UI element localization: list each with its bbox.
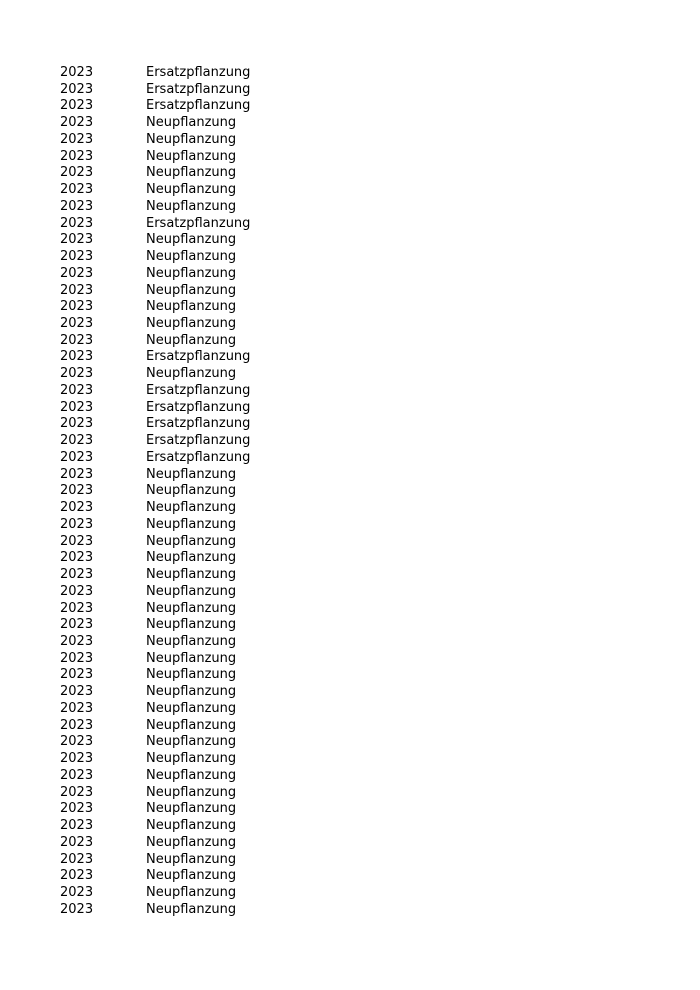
planting-type-cell: Ersatzpflanzung: [146, 449, 251, 465]
year-cell: 2023: [60, 633, 94, 649]
table-row: [60, 902, 660, 919]
year-cell: 2023: [60, 650, 94, 666]
planting-type-cell: Neupflanzung: [146, 249, 237, 265]
planting-type-cell: Ersatzpflanzung: [146, 399, 251, 415]
planting-type-cell: Neupflanzung: [146, 483, 237, 499]
planting-type-cell: Neupflanzung: [146, 567, 237, 583]
year-cell: 2023: [60, 834, 94, 850]
planting-type-cell: Ersatzpflanzung: [146, 349, 251, 365]
planting-type-cell: Neupflanzung: [146, 751, 237, 767]
planting-type-cell: Neupflanzung: [146, 868, 237, 884]
planting-table: [60, 65, 660, 918]
year-cell: 2023: [60, 567, 94, 583]
table-row: [60, 232, 660, 249]
year-cell: 2023: [60, 299, 94, 315]
table-row: [60, 801, 660, 818]
year-cell: 2023: [60, 449, 94, 465]
table-row: [60, 617, 660, 634]
year-cell: 2023: [60, 332, 94, 348]
planting-type-cell: Neupflanzung: [146, 466, 237, 482]
planting-type-cell: Neupflanzung: [146, 265, 237, 281]
year-cell: 2023: [60, 868, 94, 884]
table-row: [60, 182, 660, 199]
year-cell: 2023: [60, 282, 94, 298]
year-cell: 2023: [60, 366, 94, 382]
planting-type-cell: Neupflanzung: [146, 131, 237, 147]
year-cell: 2023: [60, 165, 94, 181]
year-cell: 2023: [60, 316, 94, 332]
planting-type-cell: Neupflanzung: [146, 801, 237, 817]
planting-type-cell: Neupflanzung: [146, 767, 237, 783]
year-cell: 2023: [60, 751, 94, 767]
planting-type-cell: Neupflanzung: [146, 115, 237, 131]
table-row: [60, 366, 660, 383]
table-row: [60, 98, 660, 115]
planting-type-cell: Neupflanzung: [146, 282, 237, 298]
table-row: [60, 132, 660, 149]
year-cell: 2023: [60, 500, 94, 516]
year-cell: 2023: [60, 81, 94, 97]
planting-type-cell: Neupflanzung: [146, 500, 237, 516]
year-cell: 2023: [60, 483, 94, 499]
year-cell: 2023: [60, 215, 94, 231]
table-row: [60, 216, 660, 233]
planting-type-cell: Neupflanzung: [146, 633, 237, 649]
table-row: [60, 283, 660, 300]
table-row: [60, 450, 660, 467]
planting-type-cell: Neupflanzung: [146, 165, 237, 181]
table-row: [60, 349, 660, 366]
planting-type-cell: Ersatzpflanzung: [146, 433, 251, 449]
year-cell: 2023: [60, 801, 94, 817]
planting-type-cell: Neupflanzung: [146, 901, 237, 917]
table-row: [60, 818, 660, 835]
year-cell: 2023: [60, 617, 94, 633]
table-row: [60, 65, 660, 82]
planting-type-cell: Neupflanzung: [146, 299, 237, 315]
table-row: [60, 868, 660, 885]
table-row: [60, 383, 660, 400]
table-row: [60, 534, 660, 551]
planting-type-cell: Neupflanzung: [146, 332, 237, 348]
planting-type-cell: Neupflanzung: [146, 784, 237, 800]
table-row: [60, 550, 660, 567]
year-cell: 2023: [60, 734, 94, 750]
planting-type-cell: Neupflanzung: [146, 600, 237, 616]
planting-type-cell: Neupflanzung: [146, 834, 237, 850]
year-cell: 2023: [60, 717, 94, 733]
year-cell: 2023: [60, 115, 94, 131]
year-cell: 2023: [60, 265, 94, 281]
planting-type-cell: Neupflanzung: [146, 232, 237, 248]
year-cell: 2023: [60, 550, 94, 566]
planting-type-cell: Neupflanzung: [146, 617, 237, 633]
table-row: [60, 684, 660, 701]
year-cell: 2023: [60, 533, 94, 549]
planting-type-cell: Neupflanzung: [146, 148, 237, 164]
planting-type-cell: Neupflanzung: [146, 734, 237, 750]
table-row: [60, 567, 660, 584]
table-row: [60, 316, 660, 333]
year-cell: 2023: [60, 516, 94, 532]
year-cell: 2023: [60, 416, 94, 432]
table-row: [60, 885, 660, 902]
year-cell: 2023: [60, 767, 94, 783]
table-row: [60, 634, 660, 651]
planting-type-cell: Neupflanzung: [146, 533, 237, 549]
table-row: [60, 852, 660, 869]
year-cell: 2023: [60, 901, 94, 917]
table-row: [60, 500, 660, 517]
year-cell: 2023: [60, 851, 94, 867]
table-row: [60, 333, 660, 350]
planting-type-cell: Neupflanzung: [146, 366, 237, 382]
year-cell: 2023: [60, 684, 94, 700]
table-row: [60, 115, 660, 132]
year-cell: 2023: [60, 700, 94, 716]
table-row: [60, 483, 660, 500]
table-row: [60, 82, 660, 99]
table-row: [60, 768, 660, 785]
table-row: [60, 701, 660, 718]
year-cell: 2023: [60, 818, 94, 834]
table-row: [60, 299, 660, 316]
year-cell: 2023: [60, 98, 94, 114]
planting-type-cell: Neupflanzung: [146, 516, 237, 532]
year-cell: 2023: [60, 583, 94, 599]
year-cell: 2023: [60, 399, 94, 415]
year-cell: 2023: [60, 433, 94, 449]
planting-type-cell: Neupflanzung: [146, 700, 237, 716]
planting-type-cell: Neupflanzung: [146, 851, 237, 867]
year-cell: 2023: [60, 249, 94, 265]
year-cell: 2023: [60, 65, 94, 80]
planting-type-cell: Neupflanzung: [146, 650, 237, 666]
table-row: [60, 199, 660, 216]
year-cell: 2023: [60, 466, 94, 482]
planting-type-cell: Neupflanzung: [146, 316, 237, 332]
planting-type-cell: Neupflanzung: [146, 583, 237, 599]
year-cell: 2023: [60, 600, 94, 616]
planting-type-cell: Neupflanzung: [146, 818, 237, 834]
planting-type-cell: Neupflanzung: [146, 182, 237, 198]
year-cell: 2023: [60, 148, 94, 164]
table-row: [60, 249, 660, 266]
planting-type-cell: Ersatzpflanzung: [146, 416, 251, 432]
year-cell: 2023: [60, 382, 94, 398]
table-row: [60, 734, 660, 751]
table-row: [60, 651, 660, 668]
planting-type-cell: Ersatzpflanzung: [146, 65, 251, 80]
table-row: [60, 584, 660, 601]
year-cell: 2023: [60, 182, 94, 198]
planting-type-cell: Ersatzpflanzung: [146, 215, 251, 231]
table-row: [60, 601, 660, 618]
year-cell: 2023: [60, 349, 94, 365]
table-row: [60, 667, 660, 684]
planting-type-cell: Neupflanzung: [146, 198, 237, 214]
table-row: [60, 400, 660, 417]
table-row: [60, 433, 660, 450]
year-cell: 2023: [60, 667, 94, 683]
table-row: [60, 149, 660, 166]
planting-type-cell: Neupflanzung: [146, 884, 237, 900]
table-row: [60, 266, 660, 283]
planting-type-cell: Ersatzpflanzung: [146, 81, 251, 97]
year-cell: 2023: [60, 884, 94, 900]
planting-type-cell: Neupflanzung: [146, 684, 237, 700]
planting-type-cell: Neupflanzung: [146, 667, 237, 683]
table-row: [60, 718, 660, 735]
table-row: [60, 416, 660, 433]
table-row: [60, 467, 660, 484]
year-cell: 2023: [60, 232, 94, 248]
planting-type-cell: Neupflanzung: [146, 550, 237, 566]
year-cell: 2023: [60, 784, 94, 800]
year-cell: 2023: [60, 131, 94, 147]
year-cell: 2023: [60, 198, 94, 214]
table-row: [60, 835, 660, 852]
planting-type-cell: Neupflanzung: [146, 717, 237, 733]
table-row: [60, 785, 660, 802]
table-row: [60, 751, 660, 768]
planting-type-cell: Ersatzpflanzung: [146, 98, 251, 114]
table-row: [60, 517, 660, 534]
planting-type-cell: Ersatzpflanzung: [146, 382, 251, 398]
table-row: [60, 165, 660, 182]
